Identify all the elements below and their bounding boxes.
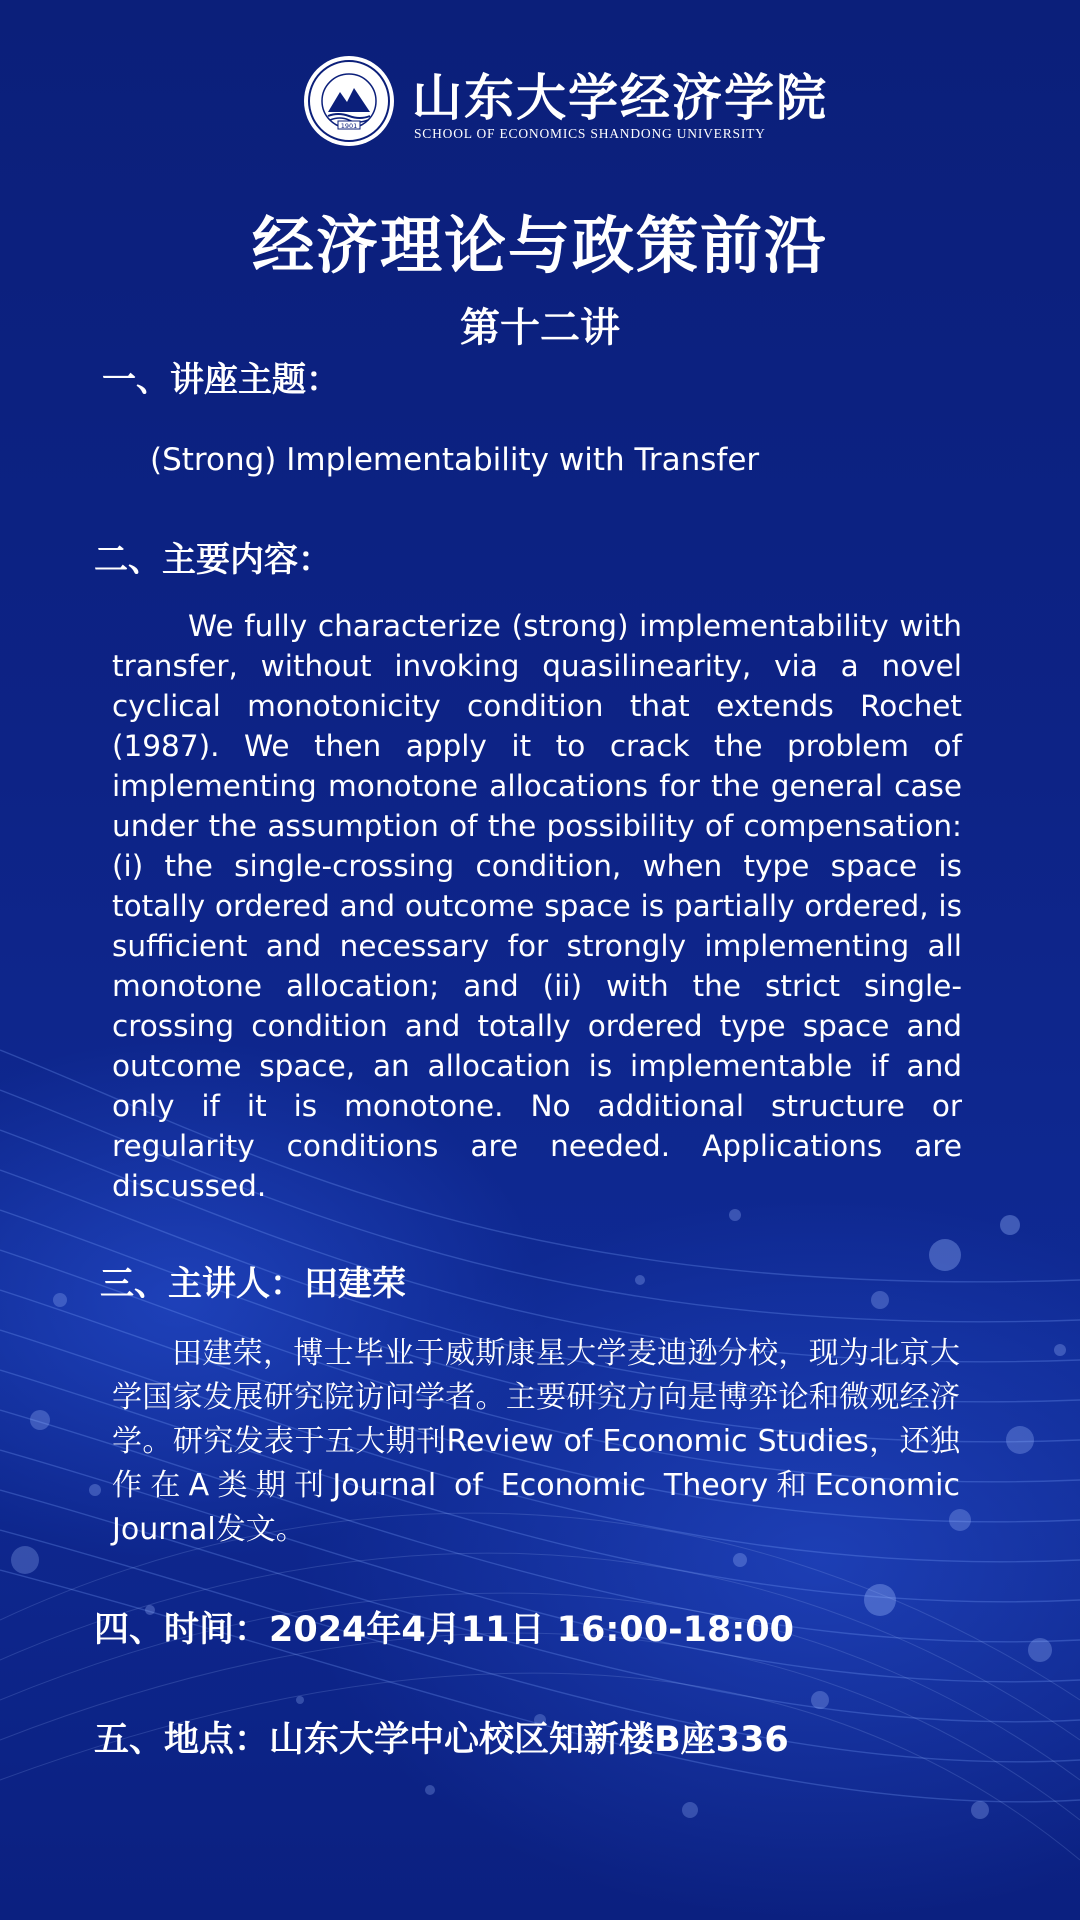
lecture-number: 第十二讲 <box>460 304 620 351</box>
abstract-text: We fully characterize (strong) implementability with transfer, without invoking quasilinearity, via a novel cyclical monotonicity condition that extends Rochet (1987). We then apply it to crack the problem of implementing monotone allocations for the general case under the assumption of the possibility of compensation: (i) the single-crossing condition, when type space is totally ordered and outcome space is partially ordered, is sufficient and necessary for strongly implementing all monotone allocation; and (ii) with the strict single-crossing condition and totally ordered type space and outcome space, an allocation is implementable if and only if it is monotone. No additional structure or regularity conditions are needed. Applications are discussed. <box>112 609 962 1203</box>
university-emblem-icon <box>302 54 396 148</box>
speaker-bio: 田建荣，博士毕业于威斯康星大学麦迪逊分校，现为北京大学国家发展研究院访问学者。主要研究方向是博弈论和微观经济学。研究发表于五大期刊Review of Economic Studies，还独作在A类期刊Journal of Economic Theory和Economic Journal发文。 <box>112 1336 960 1547</box>
content-heading: 二、主要内容： <box>94 540 332 580</box>
topic-text: (Strong) Implementability with Transfer <box>150 442 760 478</box>
time-line: 四、时间：2024年4月11日 16:00-18:00 <box>94 1610 795 1650</box>
topic-heading: 一、讲座主题： <box>102 360 340 400</box>
location-line: 五、地点：山东大学中心校区知新楼B座336 <box>94 1720 789 1760</box>
school-name-cn: 山东大学经济学院 <box>412 68 828 127</box>
school-logo <box>302 52 828 152</box>
school-name-en: SCHOOL OF ECONOMICS SHANDONG UNIVERSITY <box>414 126 766 141</box>
emblem-year: 1901 <box>340 122 358 130</box>
speaker-heading: 三、主讲人：田建荣 <box>100 1264 406 1304</box>
page-title: 经济理论与政策前沿 <box>251 209 828 282</box>
